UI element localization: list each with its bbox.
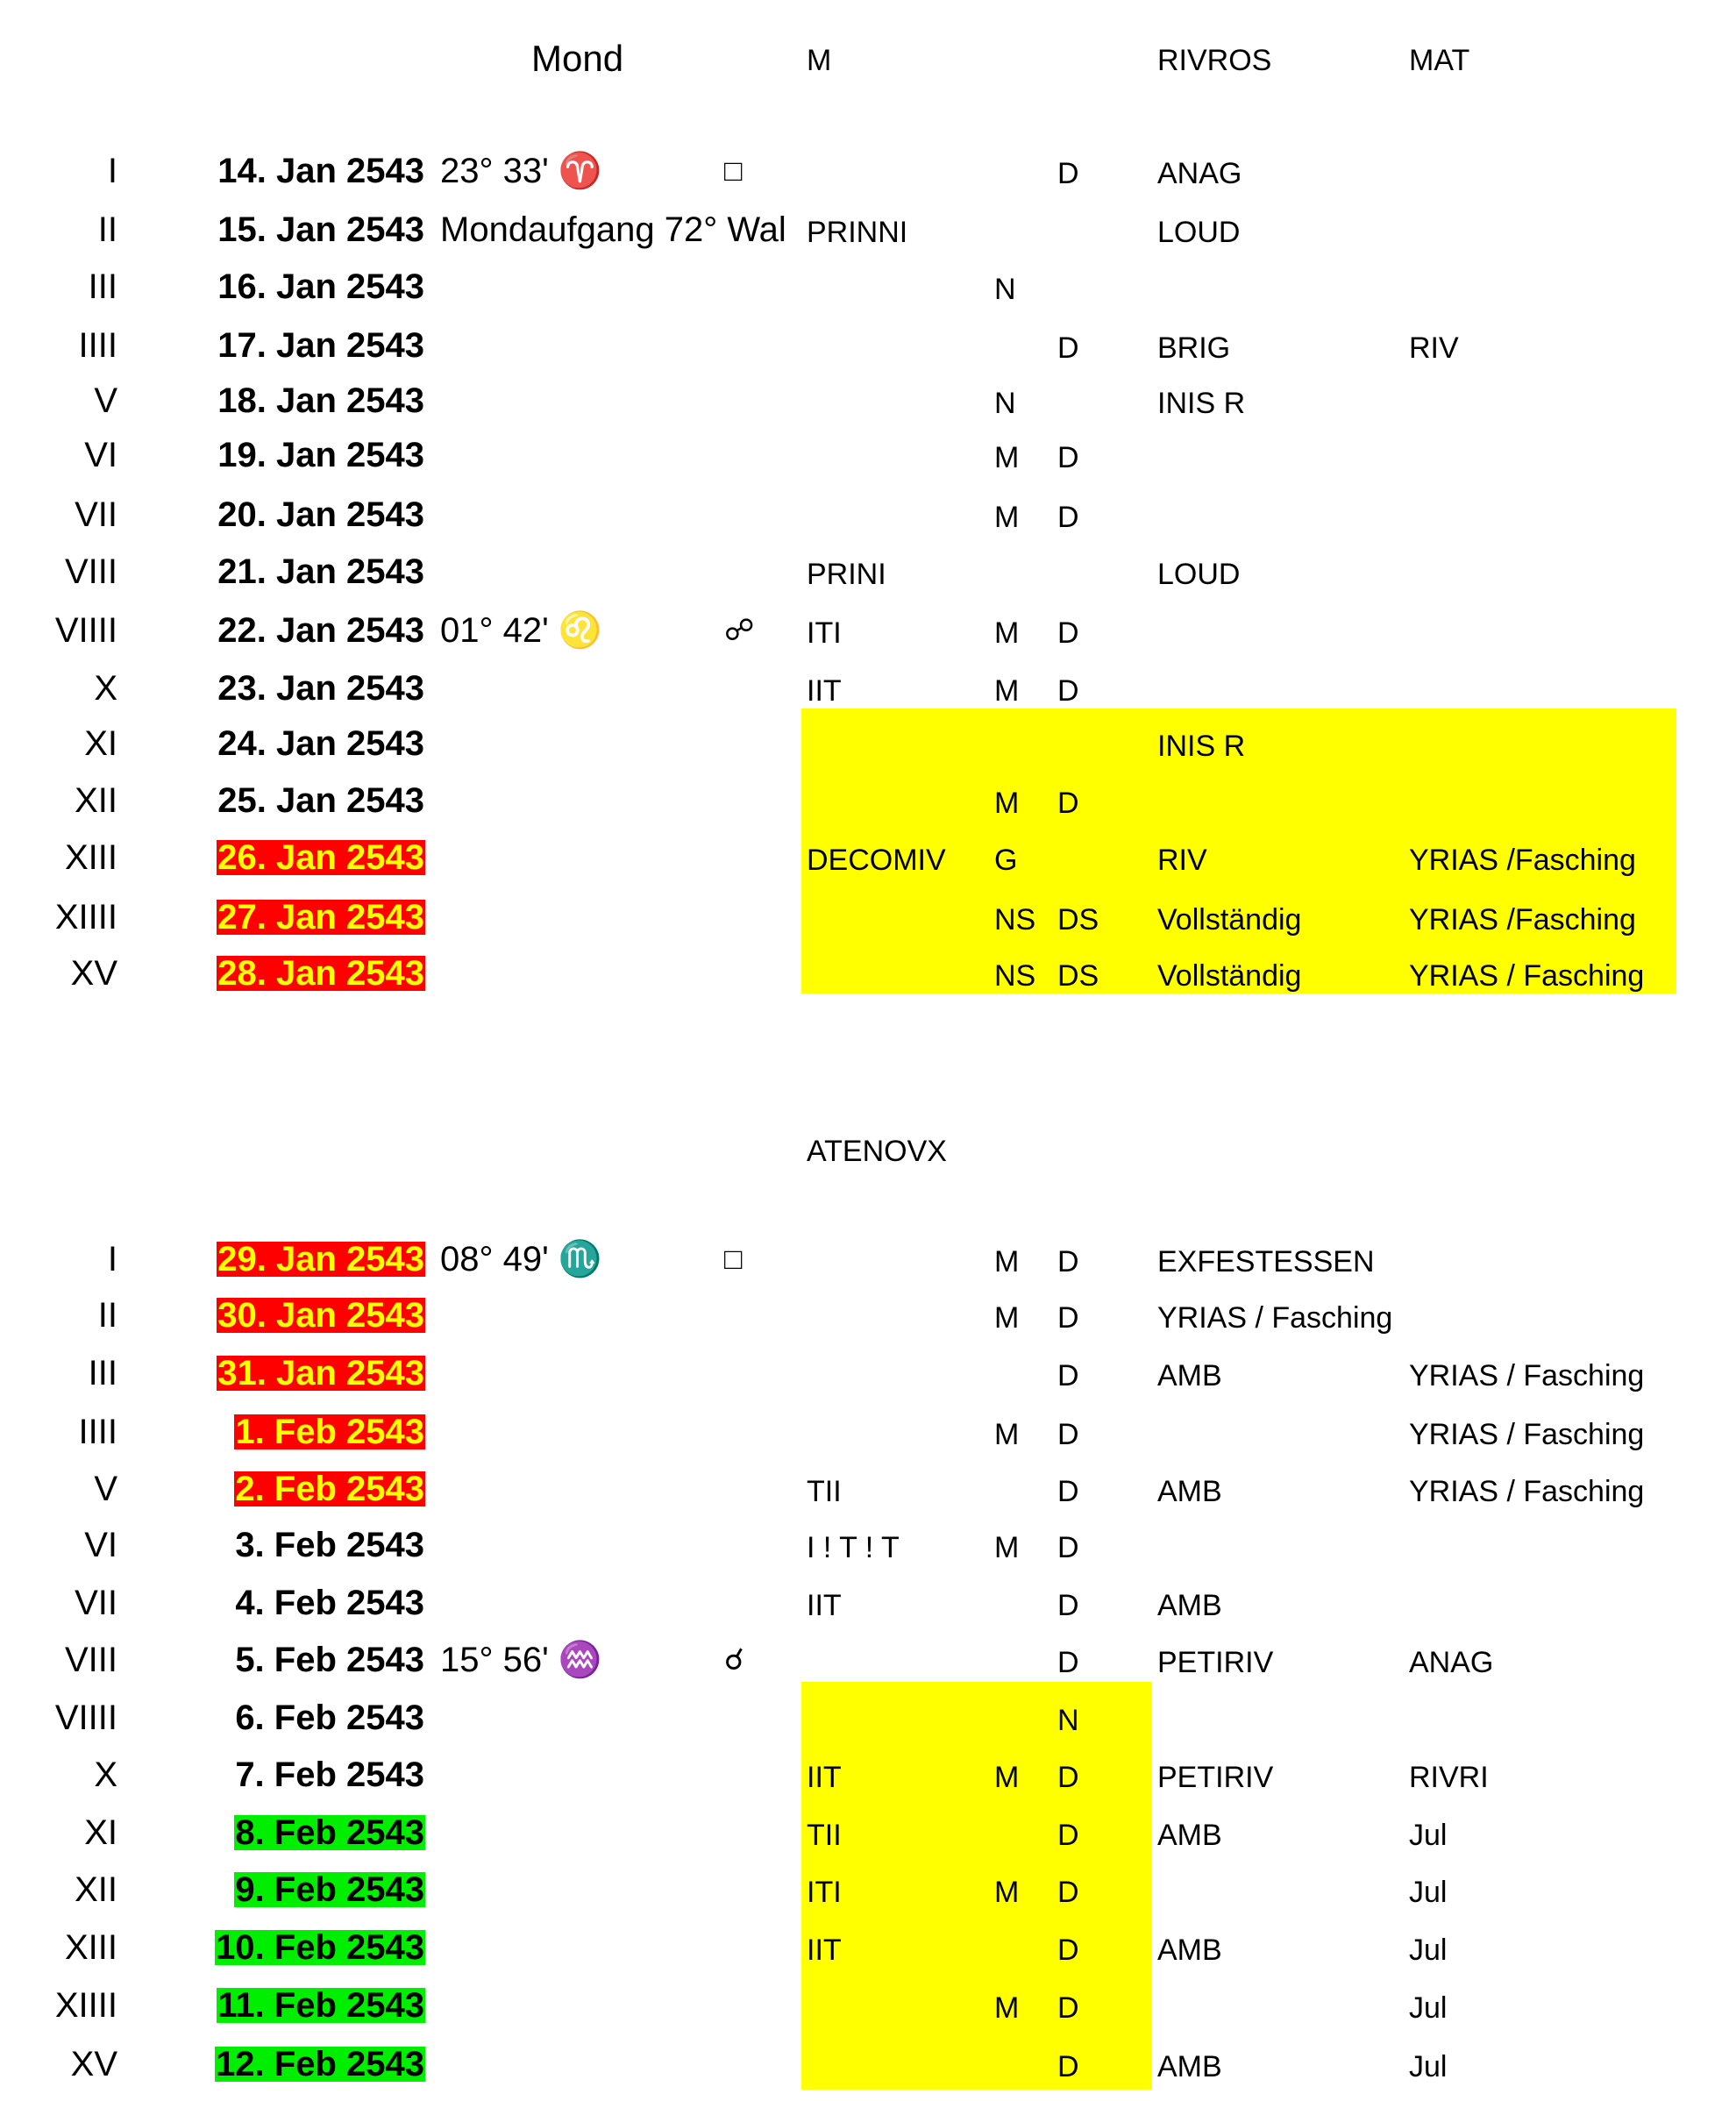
date-cell: 5. Feb 2543 (235, 1641, 424, 1679)
mat-cell: YRIAS / Fasching (1409, 1359, 1645, 1392)
marker-cell: D (1057, 2050, 1079, 2083)
row-number: I (107, 1240, 117, 1278)
row-number: VIII (64, 552, 117, 591)
date-cell: 24. Jan 2543 (217, 724, 424, 763)
highlight-block-2 (801, 1682, 1152, 2090)
date-cell: 15. Jan 2543 (217, 210, 424, 249)
aspect-symbol: □ (724, 154, 743, 188)
marker-cell: D (1057, 1475, 1079, 1508)
date-cell: 23. Jan 2543 (217, 669, 424, 708)
mat-cell: YRIAS / Fasching (1409, 959, 1645, 993)
row-number: XIIII (54, 1986, 117, 2025)
marker-cell: M (994, 1876, 1020, 1909)
rivros-cell: BRIG (1157, 331, 1231, 365)
row-number: V (94, 1470, 117, 1508)
moon-position: Mondaufgang 72° Wal (440, 210, 786, 249)
marker-cell: M (994, 616, 1020, 650)
moon-position: 15° 56' ♒ (440, 1641, 602, 1679)
marker-cell: D (1057, 441, 1079, 474)
marker-cell: D (1057, 1418, 1079, 1451)
marker-cell: D (1057, 1245, 1079, 1278)
date-cell: 29. Jan 2543 (217, 1240, 424, 1278)
code-cell: I ! T ! T (807, 1531, 900, 1564)
row-number: VI (84, 1526, 117, 1564)
marker-cell: D (1057, 674, 1079, 708)
marker-cell: M (994, 1531, 1020, 1564)
row-number: VII (75, 1584, 117, 1622)
row-number: VIIII (54, 1699, 117, 1737)
mat-cell: Jul (1409, 1819, 1448, 1852)
marker-cell: D (1057, 787, 1079, 820)
code-cell: ITI (807, 616, 842, 650)
rivros-cell: INIS R (1157, 387, 1246, 420)
date-cell: 3. Feb 2543 (235, 1526, 424, 1564)
mat-cell: ANAG (1409, 1646, 1494, 1679)
rivros-cell: AMB (1157, 1359, 1222, 1392)
marker-cell: M (994, 787, 1020, 820)
date-cell: 8. Feb 2543 (235, 1813, 424, 1852)
rivros-cell: YRIAS / Fasching (1157, 1301, 1393, 1335)
row-number: X (94, 669, 117, 708)
marker-cell: DS (1057, 903, 1099, 937)
rivros-cell: PETIRIV (1157, 1646, 1274, 1679)
header-rivros: RIVROS (1157, 44, 1272, 77)
date-cell: 12. Feb 2543 (216, 2045, 424, 2083)
marker-cell: N (994, 387, 1016, 420)
row-number: XIIII (54, 898, 117, 937)
mat-cell: YRIAS /Fasching (1409, 903, 1636, 937)
mat-cell: Jul (1409, 1991, 1448, 2025)
date-cell: 31. Jan 2543 (217, 1354, 424, 1392)
row-number: III (88, 1354, 117, 1392)
marker-cell: NS (994, 959, 1036, 993)
marker-cell: D (1057, 1589, 1079, 1622)
row-number: VIIII (54, 611, 117, 650)
marker-cell: D (1057, 1819, 1079, 1852)
row-number: XIII (64, 1928, 117, 1967)
marker-cell: D (1057, 616, 1079, 650)
marker-cell: D (1057, 157, 1079, 190)
date-cell: 2. Feb 2543 (235, 1470, 424, 1508)
rivros-cell: AMB (1157, 2050, 1222, 2083)
date-cell: 18. Jan 2543 (217, 381, 424, 420)
marker-cell: D (1057, 1934, 1079, 1967)
date-cell: 6. Feb 2543 (235, 1699, 424, 1737)
marker-cell: M (994, 1991, 1020, 2025)
date-cell: 17. Jan 2543 (217, 326, 424, 365)
code-cell: DECOMIV (807, 844, 946, 877)
date-cell: 30. Jan 2543 (217, 1296, 424, 1335)
header-mat: MAT (1409, 44, 1470, 77)
header-mond: Mond (531, 38, 624, 79)
marker-cell: D (1057, 501, 1079, 534)
marker-cell: N (1057, 1704, 1079, 1737)
marker-cell: D (1057, 1531, 1079, 1564)
marker-cell: M (994, 1245, 1020, 1278)
code-cell: IIT (807, 1934, 842, 1967)
rivros-cell: Vollständig (1157, 903, 1302, 937)
marker-cell: D (1057, 1646, 1079, 1679)
row-number: XV (70, 954, 117, 993)
aspect-symbol: □ (724, 1243, 743, 1276)
date-cell: 26. Jan 2543 (217, 838, 424, 877)
marker-cell: DS (1057, 959, 1099, 993)
date-cell: 4. Feb 2543 (235, 1584, 424, 1622)
mat-cell: YRIAS /Fasching (1409, 844, 1636, 877)
mat-cell: Jul (1409, 1876, 1448, 1909)
mat-cell: YRIAS / Fasching (1409, 1418, 1645, 1451)
marker-cell: D (1057, 1359, 1079, 1392)
row-number: III (88, 267, 117, 306)
aspect-symbol: ☌ (724, 1643, 744, 1677)
code-cell: PRINI (807, 558, 886, 591)
moon-position: 23° 33' ♈ (440, 152, 602, 190)
date-cell: 9. Feb 2543 (235, 1870, 424, 1909)
date-cell: 25. Jan 2543 (217, 781, 424, 820)
date-cell: 22. Jan 2543 (217, 611, 424, 650)
marker-cell: D (1057, 331, 1079, 365)
marker-cell: M (994, 441, 1020, 474)
moon-position: 01° 42' ♌ (440, 611, 602, 650)
row-number: XV (70, 2045, 117, 2083)
marker-cell: M (994, 1418, 1020, 1451)
rivros-cell: Vollständig (1157, 959, 1302, 993)
rivros-cell: AMB (1157, 1934, 1222, 1967)
rivros-cell: RIV (1157, 844, 1207, 877)
row-number: XII (75, 781, 117, 820)
rivros-cell: EXFESTESSEN (1157, 1245, 1375, 1278)
date-cell: 27. Jan 2543 (217, 898, 424, 937)
marker-cell: M (994, 501, 1020, 534)
marker-cell: D (1057, 1301, 1079, 1335)
row-number: I (107, 152, 117, 190)
date-cell: 1. Feb 2543 (235, 1413, 424, 1451)
rivros-cell: AMB (1157, 1819, 1222, 1852)
row-number: XIII (64, 838, 117, 877)
row-number: XI (84, 724, 117, 763)
row-number: X (94, 1756, 117, 1794)
marker-cell: D (1057, 1761, 1079, 1794)
moon-position: 08° 49' ♏ (440, 1240, 602, 1278)
aspect-symbol: ☍ (724, 614, 755, 647)
mat-cell: RIV (1409, 331, 1459, 365)
row-number: II (97, 210, 117, 249)
mat-cell: RIVRI (1409, 1761, 1489, 1794)
rivros-cell: LOUD (1157, 216, 1241, 249)
rivros-cell: INIS R (1157, 730, 1246, 763)
rivros-cell: PETIRIV (1157, 1761, 1274, 1794)
row-number: VIII (64, 1641, 117, 1679)
row-number: V (94, 381, 117, 420)
marker-cell: M (994, 1761, 1020, 1794)
code-cell: TII (807, 1819, 842, 1852)
row-number: VI (84, 436, 117, 474)
code-cell: TII (807, 1475, 842, 1508)
date-cell: 7. Feb 2543 (235, 1756, 424, 1794)
header-m: M (807, 44, 832, 77)
marker-cell: M (994, 674, 1020, 708)
rivros-cell: AMB (1157, 1475, 1222, 1508)
code-cell: IIT (807, 1589, 842, 1622)
row-number: VII (75, 495, 117, 534)
code-cell: IIT (807, 674, 842, 708)
date-cell: 14. Jan 2543 (217, 152, 424, 190)
date-cell: 16. Jan 2543 (217, 267, 424, 306)
marker-cell: D (1057, 1991, 1079, 2025)
date-cell: 28. Jan 2543 (217, 954, 424, 993)
code-cell: ITI (807, 1876, 842, 1909)
marker-cell: G (994, 844, 1018, 877)
mat-cell: Jul (1409, 2050, 1448, 2083)
marker-cell: D (1057, 1876, 1079, 1909)
marker-cell: NS (994, 903, 1036, 937)
date-cell: 20. Jan 2543 (217, 495, 424, 534)
row-number: IIII (78, 1413, 117, 1451)
rivros-cell: ANAG (1157, 157, 1242, 190)
marker-cell: M (994, 1301, 1020, 1335)
rivros-cell: AMB (1157, 1589, 1222, 1622)
row-number: II (97, 1296, 117, 1335)
code-cell: PRINNI (807, 216, 908, 249)
date-cell: 21. Jan 2543 (217, 552, 424, 591)
date-cell: 10. Feb 2543 (216, 1928, 424, 1967)
mat-cell: YRIAS / Fasching (1409, 1475, 1645, 1508)
section2-title: ATENOVX (807, 1135, 947, 1168)
row-number: IIII (78, 326, 117, 365)
mat-cell: Jul (1409, 1934, 1448, 1967)
date-cell: 19. Jan 2543 (217, 436, 424, 474)
row-number: XI (84, 1813, 117, 1852)
date-cell: 11. Feb 2543 (217, 1986, 424, 2025)
code-cell: IIT (807, 1761, 842, 1794)
rivros-cell: LOUD (1157, 558, 1241, 591)
marker-cell: N (994, 273, 1016, 306)
row-number: XII (75, 1870, 117, 1909)
